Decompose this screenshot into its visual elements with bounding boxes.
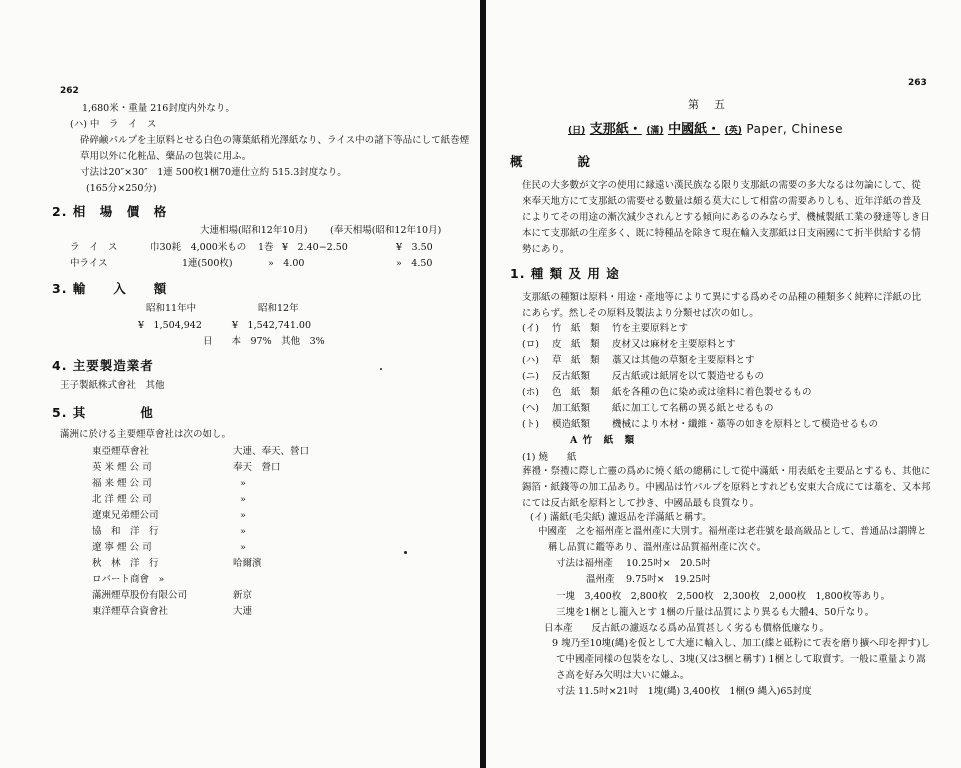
text-line: 滿洲に於ける主要煙草會社は次の如し。: [60, 429, 232, 440]
size-label: 溫州產: [586, 574, 615, 585]
type-code: (ハ): [522, 355, 539, 366]
text-line: 草用以外に化粧品、藥品の包裝に用ふ。: [80, 151, 252, 162]
list-item: »: [240, 478, 246, 489]
text-line: 砕碎鹸パルプを主原料とせる白色の簿葉紙稍光澤紙なり、ライス中の諸下等品にして紙巻煙: [80, 135, 470, 146]
table-cell: » 4.00: [268, 258, 305, 269]
title-text: 中國紙・: [668, 122, 721, 137]
paragraph: 住民の大多數が文字の使用に縁遠い漢民族なる限り支那紙の需要の多大なるは勿論にして、從來奉天地方にて支那紙の需要せる數量は頗る莫大にして相當の需要ありしも、近年洋紙の普及によりてその用途の漸次減少されんとする傾向にあるのみならず、機械製紙工業の發達等しき日本にて支那紙の生産多く、既に特種品を除きて現在輸入支那紙は日支兩國にて折半供給する情勢にあり。: [522, 180, 930, 255]
title-lang-tag: (日): [568, 126, 586, 136]
type-name: 模造紙類: [552, 419, 591, 430]
title-text-en: Paper, Chinese: [746, 122, 843, 136]
list-item: 滿洲煙草股份有限公司: [92, 590, 188, 601]
list-item: 大連、奉天、營口: [233, 446, 310, 457]
text-line: 日本產 反古紙の濾返なる爲め品質甚しく劣るも價格低廉なり。: [544, 623, 830, 634]
list-item: 秋 林 洋 行: [92, 558, 159, 569]
type-desc: 竹を主要原料とす: [612, 323, 689, 334]
type-desc: 紙を各種の色に染め或は塗料に着色製せるもの: [612, 387, 812, 398]
list-item: 哈爾濱: [233, 558, 262, 569]
table-cell: ¥ 1,542,741.00: [232, 320, 312, 331]
size-value: 9.75吋× 19.25吋: [626, 574, 711, 585]
type-code: (ロ): [522, 339, 539, 350]
section-heading: 3. 輸 入 額: [52, 281, 168, 296]
item-heading: (イ) 滿紙(毛尖紙) 濾返品を洋滿紙と稱す。: [530, 512, 712, 523]
list-item: ロバート商會 »: [92, 574, 165, 585]
table-cell: ¥ 1,504,942: [138, 320, 202, 331]
page-number: 263: [908, 78, 927, 88]
type-desc: 紙に加工して名稱の異る紙とせるもの: [612, 403, 774, 414]
list-item: »: [240, 510, 246, 521]
table-col-header: 大連相場(昭和12年10月): [200, 225, 308, 236]
text-line: 王子製紙株式會社 其他: [60, 380, 165, 391]
list-item: 協 和 洋 行: [92, 526, 159, 537]
list-item: »: [240, 526, 246, 537]
page-title: [568, 122, 843, 138]
paragraph: 中國產 之を福州產と溫州產に大別す。福州產は老荘號を最高級品として、普通品は謂牌と稱し品質に鑑等あり、溫州產は品質福州產に次ぐ。: [538, 526, 927, 553]
table-cell: ¥ 2.40−2.50: [282, 242, 348, 253]
list-item: »: [240, 542, 246, 553]
list-item: 東亞煙草會社: [92, 446, 150, 457]
list-item: 新京: [233, 590, 253, 601]
list-item: 東洋煙草合資會社: [92, 606, 169, 617]
list-item: 遼東兄弟煙公司: [92, 510, 159, 521]
list-item: 北 洋 煙 公 司: [92, 494, 152, 505]
size-label: 寸法は福州產: [556, 558, 614, 569]
table-cell: » 4.50: [396, 258, 433, 269]
type-desc: 反古紙或は紙屑を以て製造せるもの: [612, 371, 765, 382]
type-name: 色 紙 類: [552, 387, 600, 398]
type-desc: 皮材又は麻材を主要原料とす: [612, 339, 736, 350]
section-heading: 概 說: [510, 154, 592, 169]
type-code: (ホ): [522, 387, 539, 398]
page-number: 262: [60, 86, 79, 96]
type-name: 加工紙類: [552, 403, 591, 414]
list-item: 遼 寧 煙 公 司: [92, 542, 152, 553]
type-code: (ヘ): [522, 403, 539, 414]
section-heading: 5. 其 他: [52, 405, 154, 420]
table-col-header: 昭和12年: [258, 303, 299, 314]
title-lang-tag: (英): [724, 126, 742, 136]
size-value: 10.25吋× 20.5吋: [626, 558, 711, 569]
text-line: 1,680米・重量 216封度内外なり。: [82, 103, 235, 114]
text-line: 寸法 11.5吋×21吋 1塊(縄) 3,400枚 1梱(9 縄入)65封度: [556, 686, 812, 697]
table-cell: 巾30耗 4,000米もの: [150, 242, 247, 253]
type-code: (ニ): [522, 371, 539, 382]
table-col-header: (奉天相場(昭和12年10月): [330, 225, 442, 236]
text-line: 寸法は20″×30″ 1連 500枚1梱70連仕立約 515.3封度なり。: [80, 167, 347, 178]
right-page: [486, 0, 961, 768]
text-line: (165分×250分): [86, 183, 157, 194]
table-cell: 日 本 97% 其他 3%: [203, 336, 325, 347]
table-cell: ラ イ ス: [70, 242, 118, 253]
paragraph: 葬禮・祭禮に際し亡靈の爲めに燒く紙の總稱にして從中滿紙・用表紙を主要品とするも、其他に錫箔・紙錢等の加工品あり。中國品は竹パルプを原料とすれども安東大合成にては藁を、又本邦にては反古紙を原料として抄き、中國品最も良質なり。: [522, 466, 931, 509]
type-desc: 機械により木材・纖維・藁等の如きを原料として模造せるもの: [612, 419, 879, 430]
section-heading: 4. 主要製造業者: [52, 358, 154, 373]
section-heading: 2. 相 場 價 格: [52, 204, 168, 219]
list-item: 奉天 營口: [233, 462, 281, 473]
ink-speck: [404, 551, 407, 554]
item-heading: (1) 燒 紙: [522, 452, 577, 463]
table-cell: 1連(500枚): [182, 258, 233, 269]
type-name: 草 紙 類: [552, 355, 600, 366]
list-item: 英 米 煙 公 司: [92, 462, 152, 473]
title-lang-tag: (滿): [646, 126, 664, 136]
title-text: 支那紙・: [589, 122, 642, 137]
table-cell: 中ライス: [70, 258, 108, 269]
chapter-number: 第 五: [688, 98, 727, 111]
ink-speck: [380, 368, 382, 370]
type-code: (イ): [522, 323, 539, 334]
section-heading: 1. 種 類 及 用 途: [510, 266, 620, 281]
text-line: 三塊を1梱とし籠入とす 1梱の斤量は品質により異るも大體4、50斤なり。: [556, 607, 875, 618]
type-name: 反古紙類: [552, 371, 591, 382]
text-line: (ハ) 中 ラ イ ス: [70, 119, 157, 130]
type-code: (ト): [522, 419, 539, 430]
list-item: 大連: [233, 606, 253, 617]
paragraph: 9 塊乃至10塊(縄)を仮として大連に輸入し、加工(緤と砥粉にて表を磨り擴へ印を押す)して中國產同樣の包裝をなし、3塊(又は3梱と稱す) 1梱として取賣す。一般に重量より嵩さ高を好み欠明は大いに嫌ふ。: [552, 638, 930, 681]
list-item: 福 来 煙 公 司: [92, 478, 152, 489]
list-item: »: [240, 494, 246, 505]
text-line: 一塊 3,400枚 2,800枚 2,500枚 2,300枚 2,000枚 1,800枚等あり。: [556, 591, 891, 602]
subsection-heading: A 竹 紙 類: [570, 435, 636, 446]
paragraph: 支那紙の種類は原料・用途・產地等によりて異にする爲めその品種の種類多く純粹に洋紙の比にあらず。然しその原料及製法より分類せば次の如し。: [522, 292, 922, 319]
table-col-header: 昭和11年中: [146, 303, 197, 314]
table-cell: 1巻: [258, 242, 274, 253]
type-name: 竹 紙 類: [552, 323, 600, 334]
type-desc: 藁又は其他の草類を主要原料とす: [612, 355, 755, 366]
table-cell: ¥ 3.50: [396, 242, 433, 253]
type-name: 皮 紙 類: [552, 339, 600, 350]
